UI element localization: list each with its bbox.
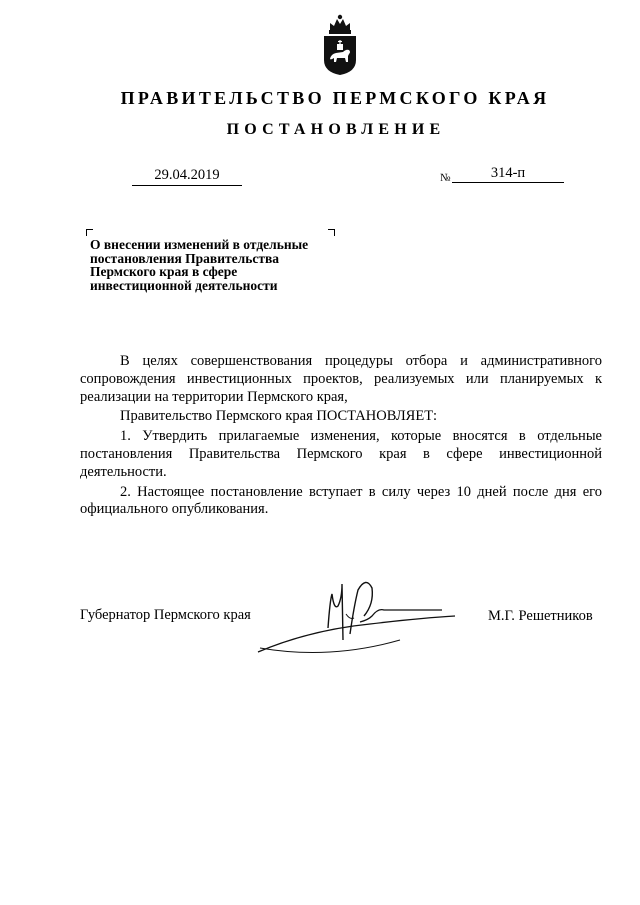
subject-line: О внесении изменений в отдельные bbox=[90, 237, 309, 252]
signer-name: М.Г. Решетников bbox=[488, 608, 593, 624]
organization-title: ПРАВИТЕЛЬСТВО ПЕРМСКОГО КРАЯ bbox=[120, 88, 550, 108]
document-body bbox=[80, 353, 602, 519]
subject-line: инвестиционной деятельности bbox=[90, 277, 278, 293]
document-type: ПОСТАНОВЛЕНИЕ bbox=[226, 121, 446, 138]
number-sign: № bbox=[440, 172, 451, 184]
document-subject bbox=[90, 238, 350, 292]
handwritten-signature-icon bbox=[250, 570, 470, 665]
document-number: 314-п bbox=[452, 165, 564, 183]
body-paragraph: В целях совершенствования процедуры отбора и административного сопровождения инвестиционных проектов, реализуемых или планируемых к реализации на территории Пермского края, bbox=[80, 353, 602, 405]
body-paragraph: Правительство Пермского края ПОСТАНОВЛЯЕТ: bbox=[120, 408, 438, 425]
document-date: 29.04.2019 bbox=[132, 167, 242, 186]
subject-corner-left bbox=[86, 229, 93, 236]
subject-corner-right bbox=[328, 229, 335, 236]
body-paragraph: 1. Утвердить прилагаемые изменения, которые вносятся в отдельные постановления Правительства Пермского края в сфере инвестиционной деятельности. bbox=[80, 428, 602, 480]
body-paragraph: 2. Настоящее постановление вступает в силу через 10 дней после дня его официального опубликования. bbox=[80, 483, 602, 518]
subject-line: Пермского края в сфере bbox=[90, 264, 238, 279]
signer-role: Губернатор Пермского края bbox=[80, 607, 251, 623]
coat-of-arms-icon bbox=[321, 12, 359, 76]
subject-line: постановления Правительства bbox=[90, 250, 279, 266]
